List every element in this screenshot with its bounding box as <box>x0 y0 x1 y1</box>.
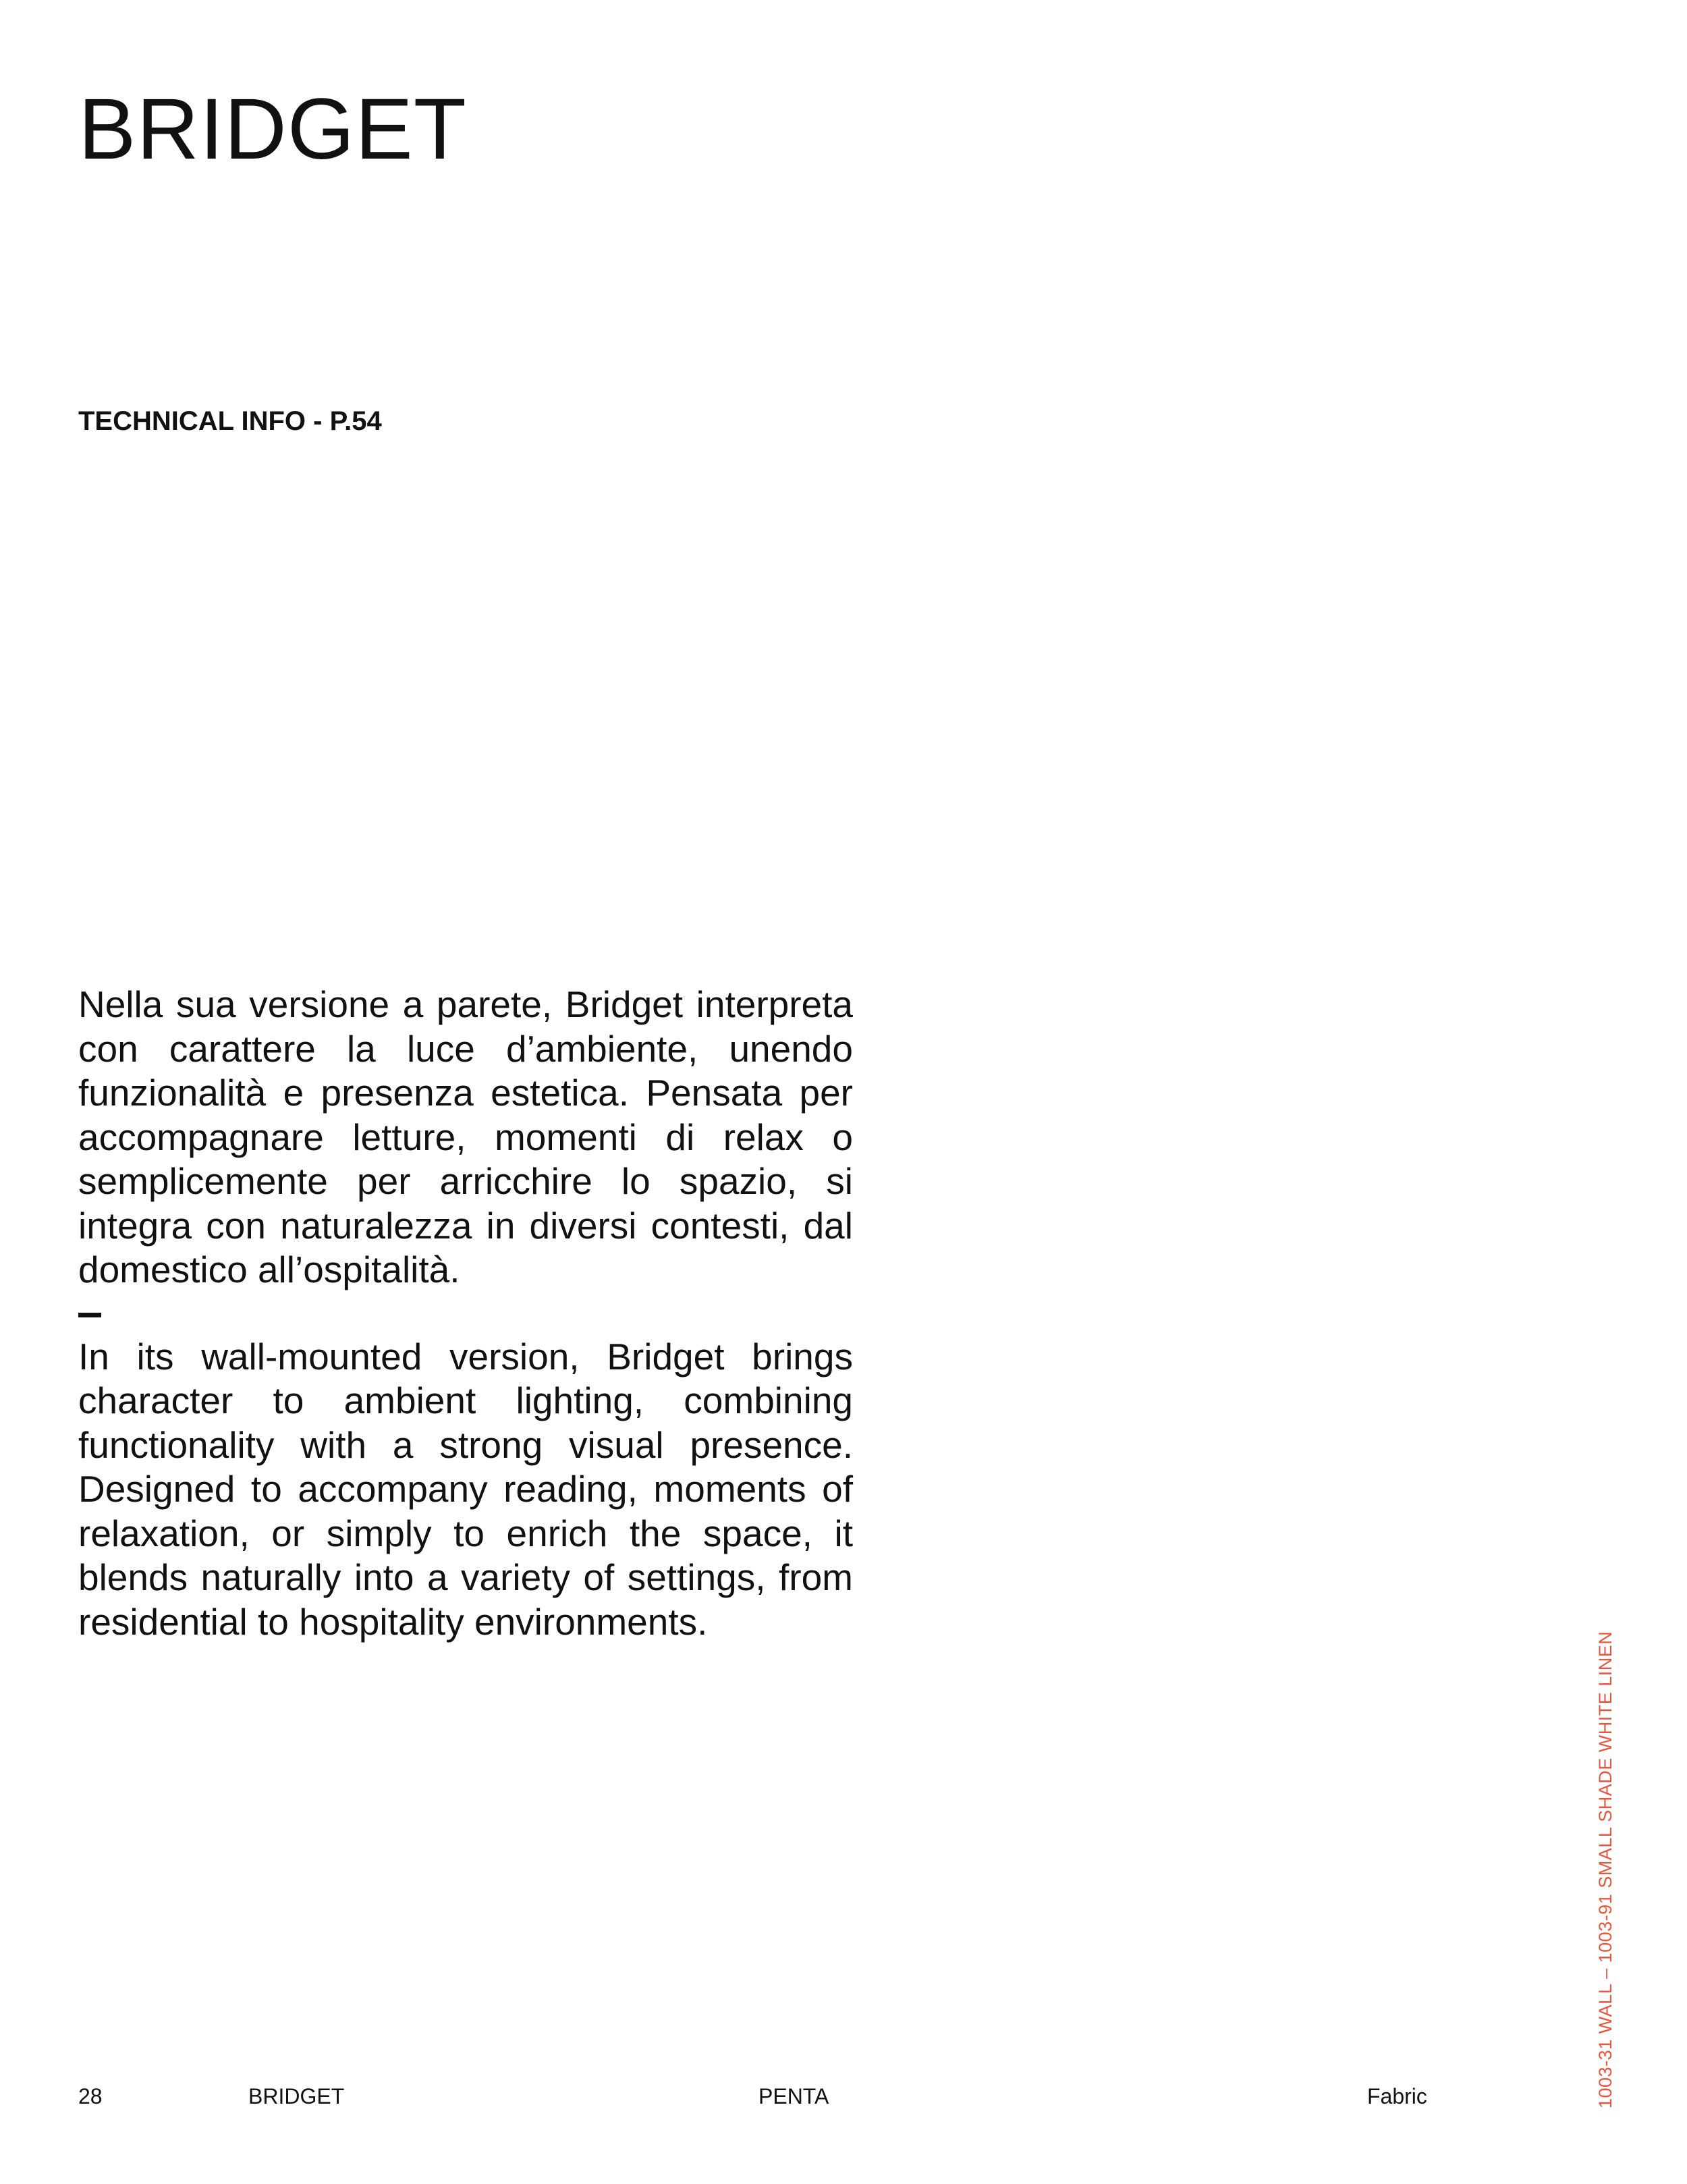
product-description <box>78 983 853 1644</box>
technical-info-link: TECHNICAL INFO - P.54 <box>78 406 382 436</box>
footer-brand: PENTA <box>758 2084 829 2108</box>
language-separator <box>78 1313 101 1317</box>
page-number: 28 <box>78 2084 103 2108</box>
description-italian: Nella sua versione a parete, Bridget interpreta con carattere la luce d’ambiente, unendo funzionalità e presenza estetica. Pensata per accompagnare letture, momenti di relax o semplicemente per arricchire lo spazio, si integra con naturalezza in diversi contesti, dal domestico all’ospitalità. <box>78 983 853 1290</box>
footer-family: BRIDGET <box>248 2084 345 2108</box>
page-title: BRIDGET <box>78 81 467 178</box>
description-english: In its wall-mounted version, Bridget brings character to ambient lighting, combining functionality with a strong visual presence. Designed to accompany reading, moments of relaxation, or simply to enrich the space, it blends naturally into a variety of settings, from residential to hospitality environments. <box>78 1335 853 1643</box>
product-code-label: 1003-31 WALL – 1003-91 SMALL SHADE WHITE LINEN <box>1595 1631 1615 2108</box>
footer-material: Fabric <box>1367 2084 1427 2108</box>
